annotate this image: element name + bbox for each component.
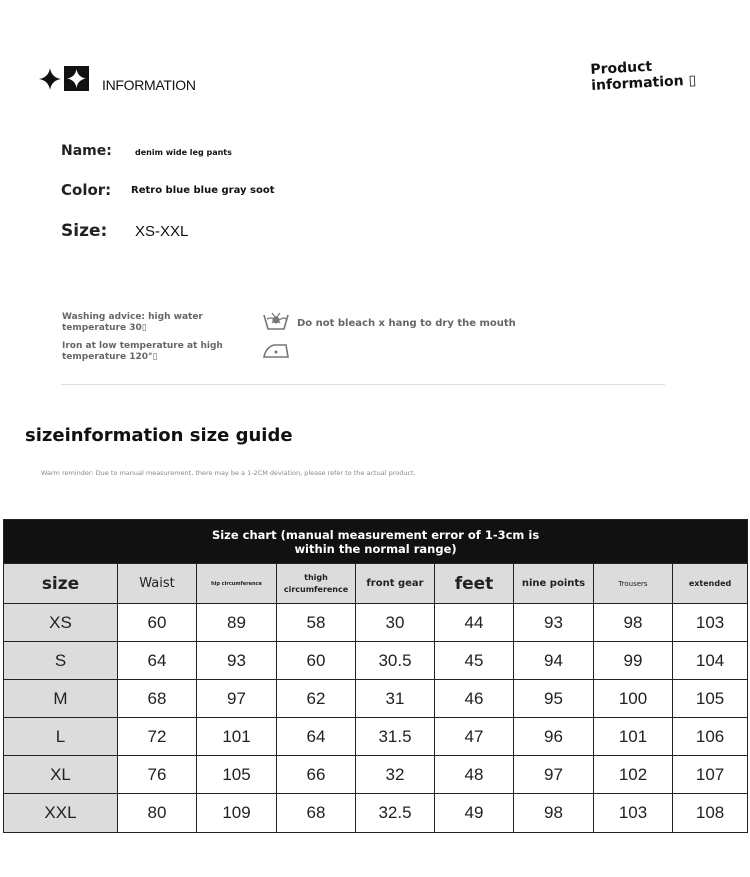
measurement-cell: 60 [277, 642, 356, 680]
wash-basin-icon [262, 311, 290, 331]
measurement-cell: 105 [673, 680, 748, 718]
table-row [4, 642, 748, 680]
table-row [4, 794, 748, 833]
size-guide-title: sizeinformation size guide [25, 425, 293, 446]
bleach-instruction: Do not bleach x hang to dry the mouth [297, 318, 516, 329]
column-header: Waist [118, 564, 197, 604]
measurement-cell: 62 [277, 680, 356, 718]
measurement-cell: 99 [594, 642, 673, 680]
name-label: Name: [61, 143, 112, 159]
warm-reminder: Warm reminder: Due to manual measurement, there may be a 1-2CM deviation, please refer to the actual product. [41, 469, 416, 477]
color-label: Color: [61, 181, 112, 199]
measurement-cell: 102 [594, 756, 673, 794]
size-cell: XXL [4, 794, 118, 833]
table-row [4, 604, 748, 642]
size-label: Size: [61, 221, 108, 241]
measurement-cell: 32.5 [356, 794, 435, 833]
measurement-cell: 44 [435, 604, 514, 642]
measurement-cell: 58 [277, 604, 356, 642]
measurement-cell: 47 [435, 718, 514, 756]
table-title: Size chart (manual measurement error of 1-3cm is within the normal range) [4, 520, 748, 564]
column-header: extended [673, 564, 748, 604]
column-header: feet [435, 564, 514, 604]
measurement-cell: 97 [197, 680, 277, 718]
measurement-cell: 104 [673, 642, 748, 680]
sparkle-logo [39, 66, 89, 91]
measurement-cell: 68 [118, 680, 197, 718]
measurement-cell: 31 [356, 680, 435, 718]
sparkle-icon [39, 68, 61, 90]
measurement-cell: 107 [673, 756, 748, 794]
iron-icon [262, 340, 290, 360]
table-header-row [4, 564, 748, 604]
measurement-cell: 30 [356, 604, 435, 642]
column-header: nine points [514, 564, 594, 604]
measurement-cell: 109 [197, 794, 277, 833]
washing-advice: Washing advice: high water temperature 30▯ [62, 312, 203, 333]
measurement-cell: 48 [435, 756, 514, 794]
measurement-cell: 45 [435, 642, 514, 680]
product-info-label: Product information ▯ [590, 58, 697, 94]
measurement-cell: 66 [277, 756, 356, 794]
measurement-cell: 49 [435, 794, 514, 833]
measurement-cell: 46 [435, 680, 514, 718]
measurement-cell: 108 [673, 794, 748, 833]
divider [61, 384, 665, 385]
name-value: denim wide leg pants [135, 148, 232, 157]
measurement-cell: 106 [673, 718, 748, 756]
measurement-cell: 68 [277, 794, 356, 833]
measurement-cell: 72 [118, 718, 197, 756]
measurement-cell: 80 [118, 794, 197, 833]
measurement-cell: 94 [514, 642, 594, 680]
size-chart-table [3, 519, 748, 833]
measurement-cell: 105 [197, 756, 277, 794]
size-cell: XS [4, 604, 118, 642]
size-cell: L [4, 718, 118, 756]
table-title-row [4, 520, 748, 564]
measurement-cell: 95 [514, 680, 594, 718]
measurement-cell: 93 [197, 642, 277, 680]
ironing-advice: Iron at low temperature at high temperature 120°▯ [62, 341, 223, 362]
column-header: thigh circumference [277, 564, 356, 604]
measurement-cell: 31.5 [356, 718, 435, 756]
measurement-cell: 64 [118, 642, 197, 680]
measurement-cell: 93 [514, 604, 594, 642]
measurement-cell: 98 [514, 794, 594, 833]
table-row [4, 718, 748, 756]
boxed-sparkle-icon [64, 66, 89, 91]
measurement-cell: 101 [594, 718, 673, 756]
size-cell: M [4, 680, 118, 718]
measurement-cell: 89 [197, 604, 277, 642]
measurement-cell: 32 [356, 756, 435, 794]
measurement-cell: 97 [514, 756, 594, 794]
measurement-cell: 100 [594, 680, 673, 718]
size-value: XS-XXL [135, 223, 189, 240]
measurement-cell: 60 [118, 604, 197, 642]
color-value: Retro blue blue gray soot [131, 185, 275, 196]
measurement-cell: 103 [594, 794, 673, 833]
column-header: size [4, 564, 118, 604]
measurement-cell: 103 [673, 604, 748, 642]
table-row [4, 756, 748, 794]
table-row [4, 680, 748, 718]
column-header: Trousers [594, 564, 673, 604]
column-header: hip circumference [197, 564, 277, 604]
measurement-cell: 98 [594, 604, 673, 642]
size-cell: XL [4, 756, 118, 794]
column-header: front gear [356, 564, 435, 604]
size-cell: S [4, 642, 118, 680]
measurement-cell: 76 [118, 756, 197, 794]
measurement-cell: 30.5 [356, 642, 435, 680]
section-heading: INFORMATION [102, 77, 196, 93]
measurement-cell: 101 [197, 718, 277, 756]
measurement-cell: 96 [514, 718, 594, 756]
measurement-cell: 64 [277, 718, 356, 756]
